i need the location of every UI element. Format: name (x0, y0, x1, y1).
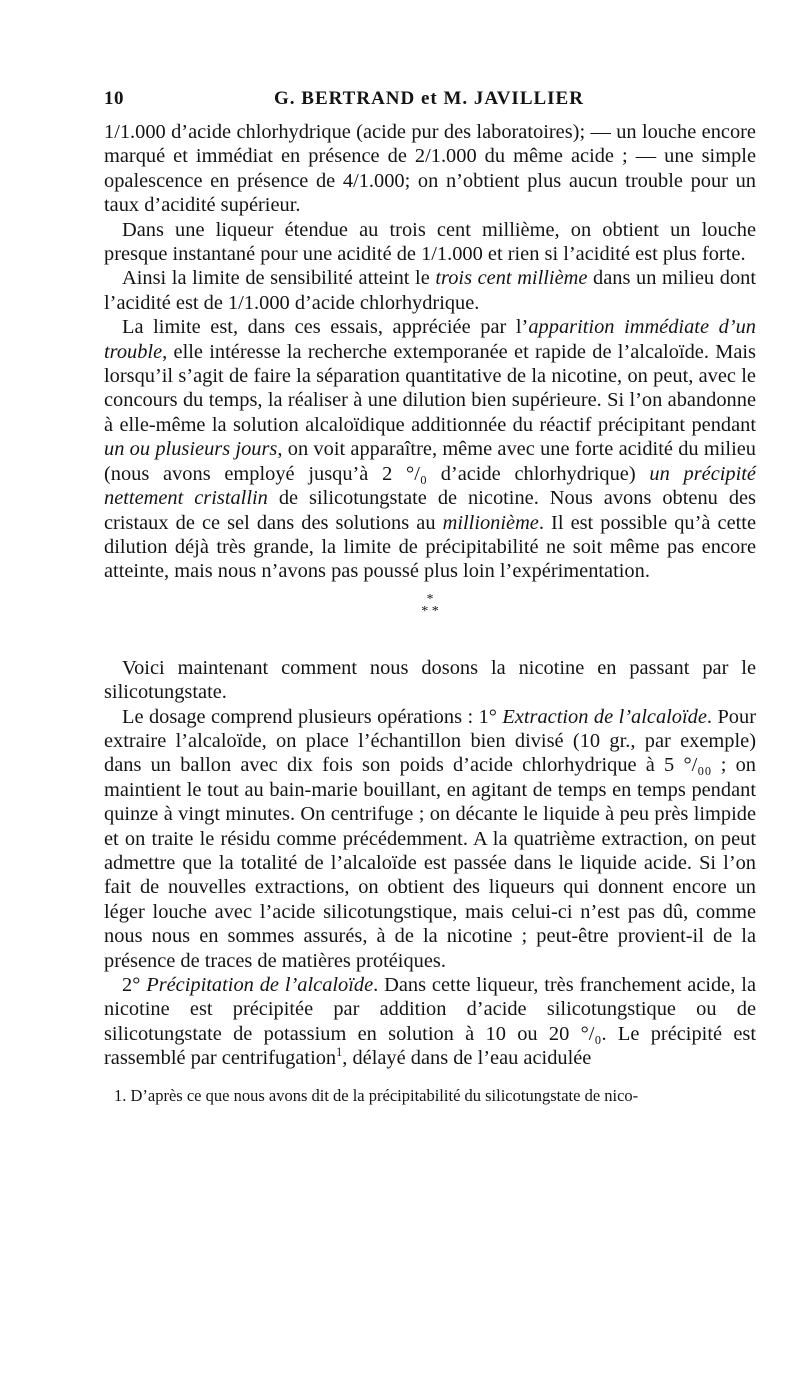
paragraph (104, 120, 756, 218)
paragraph (104, 656, 756, 705)
text-run: Dans une liqueur étendue au trois cent millième, on obtient un louche presque instantané pour une acidité de 1/1.000 et rien si l’acidité est plus forte. (104, 218, 756, 266)
text-run: , on voit apparaître, même avec une forte acidité du milieu (nous avons employé jusqu’à 2 °/₀ d’acide chlorhydrique) (104, 438, 756, 485)
footnote-marker: 1 (336, 1045, 343, 1060)
text-run: , délayé dans de l’eau acidulée (342, 1047, 592, 1070)
paragraph (104, 218, 756, 267)
italic-phrase: Précipitation de l’alcaloïde (146, 974, 374, 996)
text-run: Voici maintenant comment nous dosons la nicotine en passant par le silicotungstate. (104, 656, 756, 704)
text-run: , elle intéresse la recherche extemporanée et rapide de l’alcaloïde. Mais lorsqu’il s’agit de faire la séparation quantitative de la nicotine, on peut, avec le concours du temps, la réaliser à une dilution bien supérieure. Si l’on abandonne à elle-même la solution alcaloïdique additionnée du réactif précipitant pendant (104, 340, 756, 436)
text-run: 2° (122, 974, 147, 996)
italic-phrase: Extraction de l’alcaloïde (502, 705, 707, 728)
paragraph (104, 973, 756, 1071)
text-run: dans un milieu dont l’acidité est de 1/1.000 d’acide chlorhydrique. (104, 267, 756, 314)
asterism-bottom: * * (421, 603, 439, 619)
running-head-authors: G. BERTRAND et M. JAVILLIER (274, 88, 584, 109)
paragraph (104, 705, 756, 973)
text-run: de silicotungstate de nicotine. Nous avons obtenu des cristaux de ce sel dans des solutions au (104, 487, 756, 534)
text-run: Le dosage comprend plusieurs opérations : 1° (122, 705, 503, 728)
text-run: 1/1.000 d’acide chlorhydrique (acide pur des laboratoires); — un louche encore marqué et immédiat en présence de 2/1.000 du même acide ; — une simple opalescence en présence de 4/1.000; on n’obtient plus aucun trouble pour un taux d’acidité supérieur. (104, 121, 756, 217)
text-run: . Il est possible qu’à cette dilution déjà très grande, la limite de précipitabilité ne soit même pas encore atteinte, mais nous n’avons pas poussé plus loin l’expérimentation. (104, 511, 756, 583)
page-number: 10 (104, 88, 124, 109)
paragraph (104, 266, 756, 315)
text-run: Ainsi la limite de sensibilité atteint le (122, 267, 436, 290)
footnote: 1. D’après ce que nous avons dit de la précipitabilité du silicotungstate de nico- (114, 1085, 639, 1105)
paragraph (104, 315, 756, 583)
section-separator-asterism (104, 591, 756, 630)
asterism-top: * (426, 591, 434, 607)
text-run: La limite est, dans ces essais, appréciée par l’ (122, 316, 529, 339)
text-run: . Dans cette liqueur, très franchement acide, la nicotine est précipitée par addition d’acide silicotungstique ou de silicotungstate de potassium en solution à 10 ou 20 °/₀. Le précipité est rassemblé par centrifugation (104, 974, 756, 1070)
book-page (104, 88, 756, 1107)
italic-phrase: un précipité nettement cristallin (104, 462, 756, 510)
body-text-after-separator (104, 656, 756, 1071)
italic-phrase: un ou plusieurs jours (104, 438, 278, 461)
text-run: . Pour extraire l’alcaloïde, on place l’échantillon bien divisé (10 gr., par exemple) dans un ballon avec dix fois son poids d’acide chlorhydrique à 5 °/₀₀ ; on maintient le tout au bain-marie bouillant, en agitant de temps en temps pendant quinze à vingt minutes. On centrifuge ; on décante le liquide à peu près limpide et on traite le résidu comme précédemment. A la quatrième extraction, on peut admettre que la totalité de l’alcaloïde est passée dans le liquide acide. Si l’on fait de nouvelles extractions, on obtient des liqueurs qui donnent encore un léger louche avec l’acide silicotungstique, mais celui-ci n’est pas dû, comme nous nous en sommes assurés, à de la nicotine ; peut-être provient-il de la présence de traces de matières protéiques. (104, 705, 756, 972)
running-head (104, 88, 756, 118)
body-text-before-separator (104, 120, 756, 584)
italic-phrase: trois cent millième (435, 267, 588, 290)
italic-phrase: millionième (442, 511, 539, 534)
italic-phrase: apparition immédiate d’un trouble (104, 316, 756, 363)
